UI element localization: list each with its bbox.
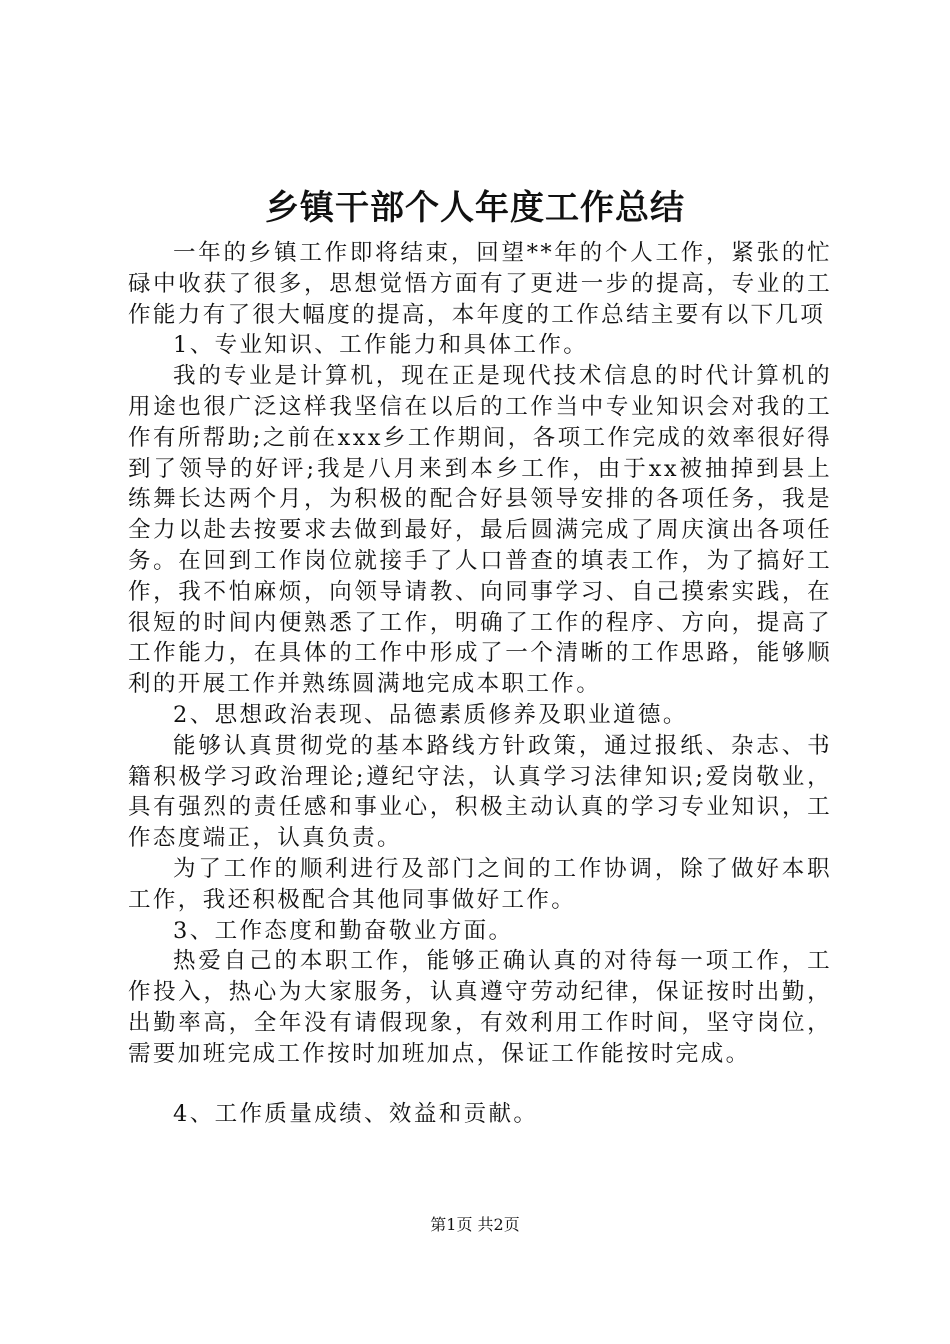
paragraph-section-1: 我的专业是计算机，现在正是现代技术信息的时代计算机的用途也很广泛这样我坚信在以后的工作当中专业知识会对我的工作有所帮助;之前在xxx乡工作期间，各项工作完成的效率很好得到了领导的好评;我是八月来到本乡工作，由于xx被抽掉到县上练舞长达两个月，为积极的配合好县领导安排的各项任务，我是全力以赴去按要求去做到最好，最后圆满完成了周庆演出各项任务。在回到工作岗位就接手了人口普查的填表工作，为了搞好工作，我不怕麻烦，向领导请教、向同事学习、自己摸索实践，在很短的时间内便熟悉了工作，明确了工作的程序、方向，提高了工作能力，在具体的工作中形成了一个清晰的工作思路，能够顺利的开展工作并熟练圆满地完成本职工作。: [128, 363, 832, 698]
paragraph-section-2a: 能够认真贯彻党的基本路线方针政策，通过报纸、杂志、书籍积极学习政治理论;遵纪守法，认真学习法律知识;爱岗敬业，具有强烈的责任感和事业心，积极主动认真的学习专业知识，工作态度端正，认真负责。: [128, 732, 832, 852]
paragraph-section-3: 热爱自己的本职工作，能够正确认真的对待每一项工作，工作投入，热心为大家服务，认真遵守劳动纪律，保证按时出勤，出勤率高，全年没有请假现象，有效利用工作时间，坚守岗位，需要加班完成工作按时加班加点，保证工作能按时完成。: [128, 948, 832, 1067]
section-heading-2: 2、思想政治表现、品德素质修养及职业道德。: [173, 701, 688, 728]
section-heading-4: 4、工作质量成绩、效益和贡献。: [173, 1100, 539, 1127]
document-body: [128, 238, 832, 1129]
document-title: 乡镇干部个人年度工作总结: [265, 188, 685, 228]
paragraph-intro: 一年的乡镇工作即将结束，回望**年的个人工作，紧张的忙碌中收获了很多，思想觉悟方面有了更进一步的提高，专业的工作能力有了很大幅度的提高，本年度的工作总结主要有以下几项: [128, 240, 832, 328]
section-heading-1: 1、专业知识、工作能力和具体工作。: [173, 332, 589, 359]
page-footer: 第1页 共2页: [430, 1215, 520, 1234]
paragraph-section-2b: 为了工作的顺利进行及部门之间的工作协调，除了做好本职工作，我还积极配合其他同事做好工作。: [128, 855, 832, 913]
section-heading-3: 3、工作态度和勤奋敬业方面。: [173, 917, 514, 944]
